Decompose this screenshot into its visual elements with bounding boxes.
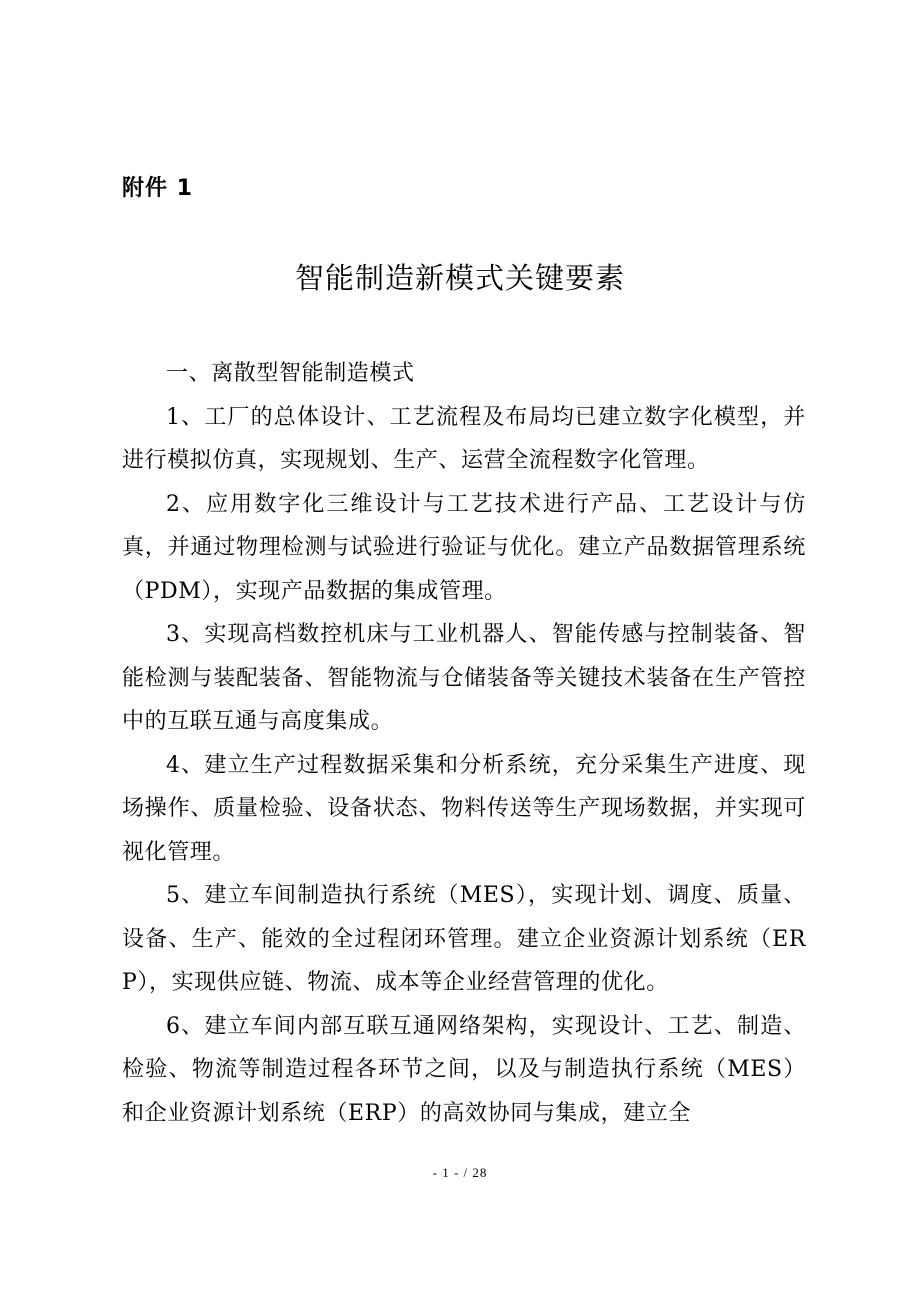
paragraph-item-3: 3、实现高档数控机床与工业机器人、智能传感与控制装备、智能检测与装配装备、智能物流与仓储装备等关键技术装备在生产管控中的互联互通与高度集成。	[122, 622, 806, 734]
paragraph-item-4: 4、建立生产过程数据采集和分析系统，充分采集生产进度、现场操作、质量检验、设备状态、物料传送等生产现场数据，并实现可视化管理。	[122, 752, 806, 865]
document-title: 智能制造新模式关键要素	[294, 261, 625, 295]
paragraph-item-1: 1、工厂的总体设计、工艺流程及布局均已建立数字化模型，并进行模拟仿真，实现规划、生产、运营全流程数字化管理。	[122, 404, 806, 473]
section-heading: 一、离散型智能制造模式	[166, 361, 415, 386]
paragraph-item-5: 5、建立车间制造执行系统（MES），实现计划、调度、质量、设备、生产、能效的全过程闭环管理。建立企业资源计划系统（ERP），实现供应链、物流、成本等企业经营管理的优化。	[122, 883, 806, 995]
paragraph-item-6: 6、建立车间内部互联互通网络架构，实现设计、工艺、制造、检验、物流等制造过程各环节之间，以及与制造执行系统（MES）和企业资源计划系统（ERP）的高效协同与集成，建立全	[122, 1013, 806, 1126]
document-body	[122, 352, 806, 1135]
page-number: - 1 - / 28	[432, 1165, 488, 1180]
paragraph-item-2: 2、应用数字化三维设计与工艺技术进行产品、工艺设计与仿真，并通过物理检测与试验进行验证与优化。建立产品数据管理系统（PDM），实现产品数据的集成管理。	[122, 491, 806, 604]
attachment-label: 附件 1	[122, 176, 193, 201]
